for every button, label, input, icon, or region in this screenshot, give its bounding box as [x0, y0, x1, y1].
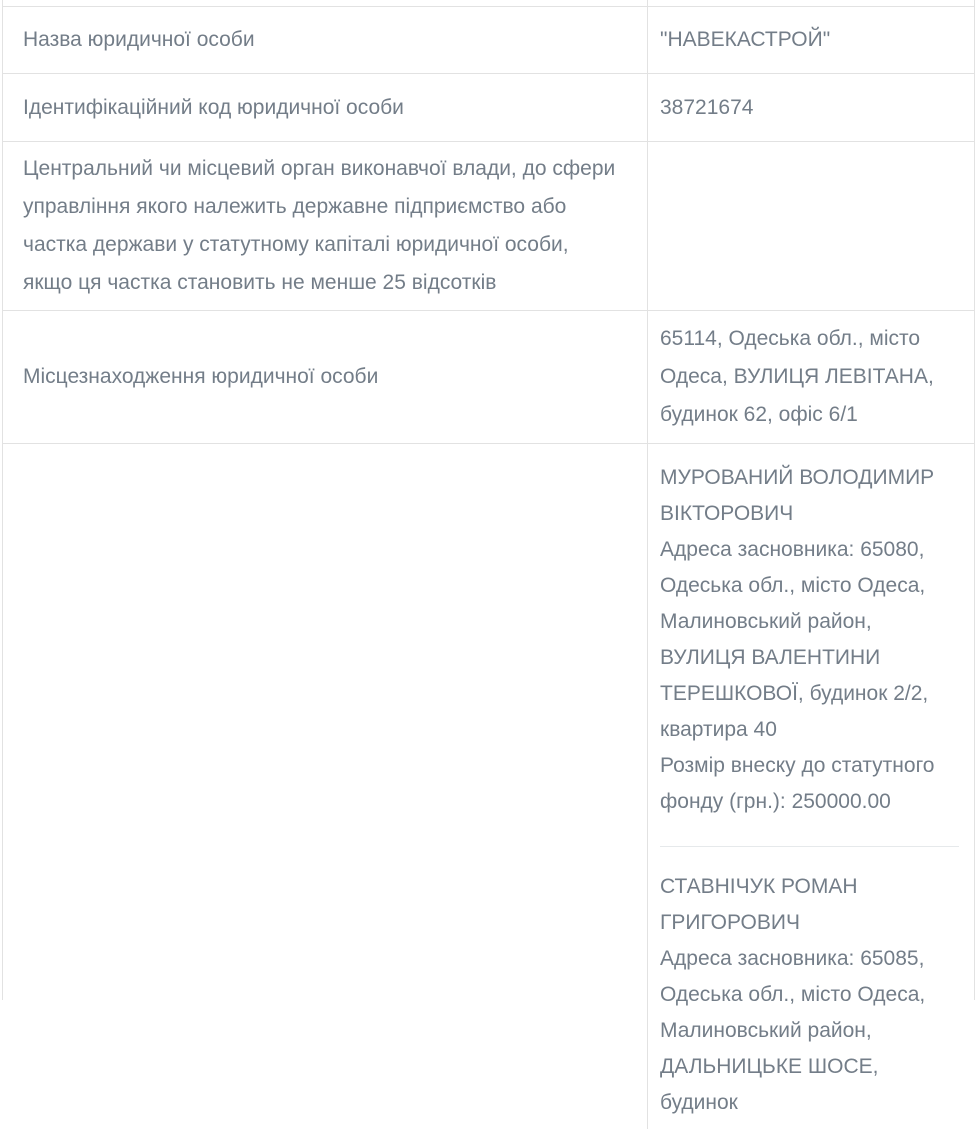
founder-address: Адреса засновника: 65085, Одеська обл., місто Одеса, Малиновський район, ДАЛЬНИЦЬКЕ ШОСЕ, будинок [660, 947, 926, 1114]
value-text: "НАВЕКАСТРОЙ" [660, 28, 831, 51]
founder-entry [660, 460, 959, 820]
founder-contribution: Розмір внеску до статутного фонду (грн.): 250000.00 [660, 754, 935, 813]
value-text: 38721674 [660, 95, 754, 119]
identification-code-value [648, 74, 974, 141]
row-legal-name [3, 7, 974, 74]
governing-authority-label [3, 142, 648, 310]
row-location [3, 311, 974, 444]
label-text: Центральний чи місцевий орган виконавчої влади, до сфери управління якого належить державне підприємство або частка держави у статутному капіталі юридичної особи, якщо ця частка становить не менше 25 відсотків [23, 157, 616, 294]
location-value [648, 311, 974, 443]
identification-code-label [3, 74, 648, 141]
founder-address: Адреса засновника: 65080, Одеська обл., місто Одеса, Малиновський район, ВУЛИЦЯ ВАЛЕНТИНИ ТЕРЕШКОВОЇ, будинок 2/2, квартира 40 [660, 538, 929, 741]
row-founders [3, 444, 974, 1129]
label-text: Місцезнаходження юридичної особи [23, 365, 379, 388]
legal-name-label [3, 7, 648, 73]
row-partial-top [3, 0, 974, 7]
registry-table [2, 0, 975, 1114]
legal-name-value [648, 7, 974, 73]
row-governing-authority [3, 142, 974, 311]
founders-label [3, 444, 648, 1129]
label-text: Назва юридичної особи [23, 28, 255, 51]
founder-name: МУРОВАНИЙ ВОЛОДИМИР ВІКТОРОВИЧ [660, 466, 935, 525]
governing-authority-value [648, 142, 974, 310]
location-label [3, 311, 648, 443]
value-text: 65114, Одеська обл., місто Одеса, ВУЛИЦЯ ЛЕВІТАНА, будинок 62, офіс 6/1 [660, 327, 934, 426]
row-identification-code [3, 74, 974, 142]
founder-entry [660, 846, 959, 1121]
founders-value [648, 444, 974, 1129]
label-text: Ідентифікаційний код юридичної особи [23, 95, 404, 119]
founder-name: СТАВНІЧУК РОМАН ГРИГОРОВИЧ [660, 875, 858, 934]
